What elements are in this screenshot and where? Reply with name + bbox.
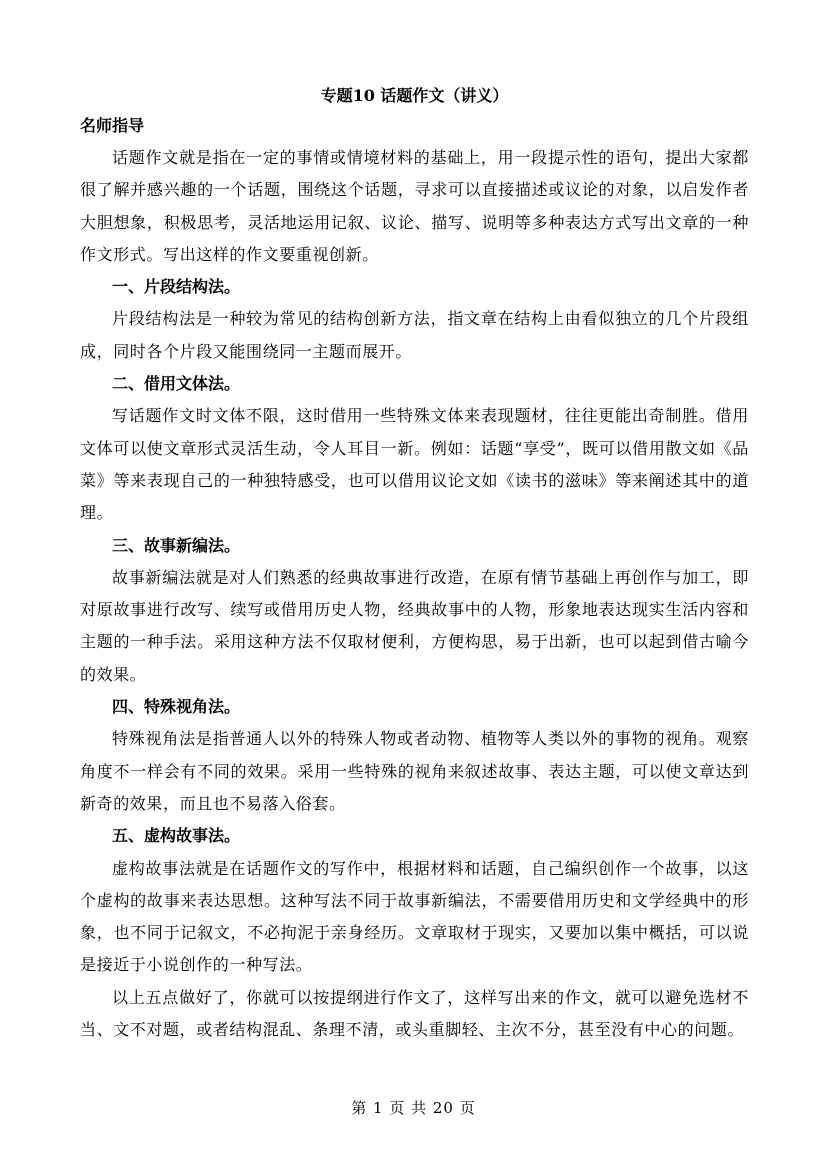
method-heading-2: 二、借用文体法。 <box>112 374 241 394</box>
method-heading-1: 一、片段结构法。 <box>112 277 241 297</box>
method-heading-4: 四、特殊视角法。 <box>112 697 241 717</box>
method-body-1: 片段结构法是一种较为常见的结构创新方法，指文章在结构上由看似独立的几个片段组成，同时各个片段又能围绕同一主题而展开。 <box>80 309 749 361</box>
document-title: 专题10 话题作文（讲义） <box>320 86 509 105</box>
method-body-3: 故事新编法就是对人们熟悉的经典故事进行改造，在原有情节基础上再创作与加工，即对原故事进行改写、续写或借用历史人物，经典故事中的人物，形象地表达现实生活内容和主题的一种手法。采用这种方法不仅取材便利，方便构思，易于出新，也可以起到借古喻今的效果。 <box>80 567 749 684</box>
method-body-2: 写话题作文时文体不限，这时借用一些特殊文体来表现题材，往往更能出奇制胜。借用文体可以使文章形式灵活生动，令人耳目一新。例如：话题“享受”，既可以借用散文如《品菜》等来表现自己的一种独特感受，也可以借用议论文如《读书的滋味》等来阐述其中的道理。 <box>80 406 749 523</box>
method-body-4: 特殊视角法是指普通人以外的特殊人物或者动物、植物等人类以外的事物的视角。观察角度不一样会有不同的效果。采用一些特殊的视角来叙述故事、表达主题，可以使文章达到新奇的效果，而且也不易落入俗套。 <box>80 729 749 813</box>
method-heading-5: 五、虚构故事法。 <box>112 826 241 846</box>
document-body <box>80 82 749 1046</box>
method-body-5: 虚构故事法就是在话题作文的写作中，根据材料和话题，自己编织创作一个故事，以这个虚构的故事来表达思想。这种写法不同于故事新编法，不需要借用历史和文学经典中的形象，也不同于记叙文，不必拘泥于亲身经历。文章取材于现实，又要加以集中概括，可以说是接近于小说创作的一种写法。 <box>80 858 749 975</box>
intro-paragraph: 话题作文就是指在一定的事情或情境材料的基础上，用一段提示性的语句，提出大家都很了解并感兴趣的一个话题，围绕这个话题，寻求可以直接描述或议论的对象，以启发作者大胆想象，积极思考，灵活地运用记叙、议论、描写、说明等多种表达方式写出文章的一种作文形式。写出这样的作文要重视创新。 <box>80 148 749 264</box>
conclusion-paragraph: 以上五点做好了，你就可以按提纲进行作文了，这样写出来的作文，就可以避免选材不当、文不对题，或者结构混乱、条理不清，或头重脚轻、主次不分，甚至没有中心的问题。 <box>80 987 749 1040</box>
method-heading-3: 三、故事新编法。 <box>112 535 241 555</box>
page-number-footer: 第 1 页 共 20 页 <box>351 1099 476 1117</box>
section-heading: 名师指导 <box>80 116 145 135</box>
